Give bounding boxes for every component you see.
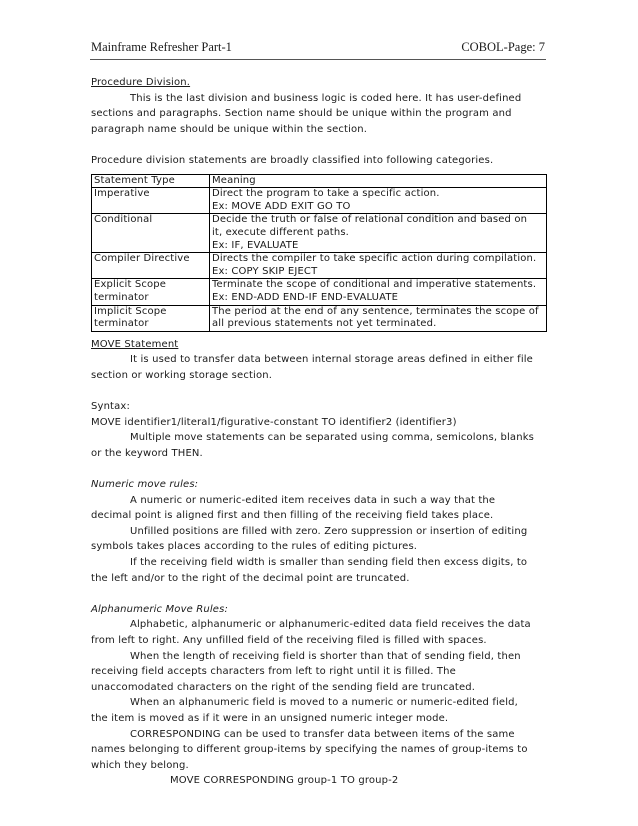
page-header: [90, 37, 546, 60]
document-body: [91, 75, 547, 789]
corresponding-example-line: MOVE CORRESPONDING group-1 TO group-2: [170, 775, 399, 787]
procedure-para-line: This is the last division and business logic is coded here. It has user-defined: [130, 92, 522, 104]
alpha-rule-line: which they belong.: [91, 759, 189, 771]
alpha-rule-line: names belonging to different group-items by specifying the names of group-items to: [91, 744, 528, 756]
table-header-row: [92, 174, 547, 188]
table-row: [92, 188, 547, 214]
procedure-division-heading: Procedure Division.: [91, 77, 191, 88]
move-statement-heading: MOVE Statement: [91, 338, 179, 350]
procedure-para-line: sections and paragraphs. Section name should be unique within the program and: [91, 108, 512, 120]
numeric-rule-line: A numeric or numeric-edited item receives data in such a way that the: [130, 494, 496, 506]
alpha-rule-line: the item is moved as if it were in an unsigned numeric integer mode.: [91, 712, 449, 724]
syntax-label: Syntax:: [91, 401, 130, 413]
procedure-categories-intro: Procedure division statements are broadly classified into following categories.: [91, 154, 494, 166]
table-row: [92, 214, 547, 253]
table-row: [92, 305, 547, 331]
numeric-rule-line: If the receiving field width is smaller than sending field then excess digits, to: [130, 557, 528, 568]
meaning-cell: Terminate the scope of conditional and imperative statements. Ex: END-ADD END-IF END-EVALUATE: [210, 279, 547, 305]
meaning-cell: The period at the end of any sentence, terminates the scope of all previous statements not yet terminated.: [210, 305, 547, 331]
numeric-rule-line: Unfilled positions are filled with zero. Zero suppression or insertion of editing: [130, 525, 528, 537]
move-desc-line: section or working storage section.: [91, 369, 273, 381]
move-multi-line: Multiple move statements can be separated using comma, semicolons, blanks: [130, 432, 534, 444]
alpha-rule-line: unaccomodated characters on the right of the sending field are truncated.: [91, 681, 476, 693]
meaning-cell: Direct the program to take a specific action. Ex: MOVE ADD EXIT GO TO: [210, 188, 547, 214]
statement-type-cell: Explicit Scope terminator: [92, 279, 210, 305]
table-row: [92, 279, 547, 305]
numeric-rules-heading: Numeric move rules:: [91, 479, 199, 491]
statement-type-cell: Imperative: [92, 188, 210, 214]
meaning-cell: Decide the truth or false of relational condition and based on it, execute different paths. Ex: IF, EVALUATE: [210, 214, 547, 253]
alpha-rule-line: Alphabetic, alphanumeric or alphanumeric-edited data field receives the data: [130, 619, 531, 631]
move-multi-line: or the keyword THEN.: [91, 447, 203, 459]
header-page-number: COBOL-Page: 7: [461, 40, 545, 54]
move-desc-line: It is used to transfer data between internal storage areas defined in either file: [130, 354, 533, 366]
procedure-para-line: paragraph name should be unique within the section.: [91, 123, 368, 135]
statement-type-cell: Implicit Scope terminator: [92, 305, 210, 331]
header-title: Mainframe Refresher Part-1: [91, 40, 232, 54]
alpha-rule-line: receiving field accepts characters from left to right until it is filled. The: [91, 666, 456, 678]
statement-type-cell: Compiler Directive: [92, 253, 210, 279]
syntax-line: MOVE identifier1/literal1/figurative-constant TO identifier2 (identifier3): [91, 416, 457, 428]
numeric-rule-line: symbols takes places according to the rules of editing pictures.: [91, 541, 418, 553]
alpha-rule-line: When the length of receiving field is shorter than that of sending field, then: [130, 650, 521, 662]
statement-type-cell: Conditional: [92, 214, 210, 253]
meaning-cell: Directs the compiler to take specific action during compilation. Ex: COPY SKIP EJECT: [210, 253, 547, 279]
alpha-rule-line: When an alphanumeric field is moved to a numeric or numeric-edited field,: [130, 697, 518, 709]
table-row: [92, 253, 547, 279]
statement-types-table: [91, 174, 547, 332]
table-header-cell: Meaning: [210, 174, 547, 188]
numeric-rule-line: the left and/or to the right of the decimal point are truncated.: [91, 572, 410, 584]
alphanumeric-rules-heading: Alphanumeric Move Rules:: [91, 603, 228, 615]
alpha-rule-line: CORRESPONDING can be used to transfer data between items of the same: [130, 728, 515, 740]
alpha-rule-line: from left to right. Any unfilled field of the receiving filed is filled with spaces.: [91, 634, 487, 646]
table-header-cell: Statement Type: [92, 174, 210, 188]
numeric-rule-line: decimal point is aligned first and then filling of the receiving field takes place.: [91, 510, 494, 522]
